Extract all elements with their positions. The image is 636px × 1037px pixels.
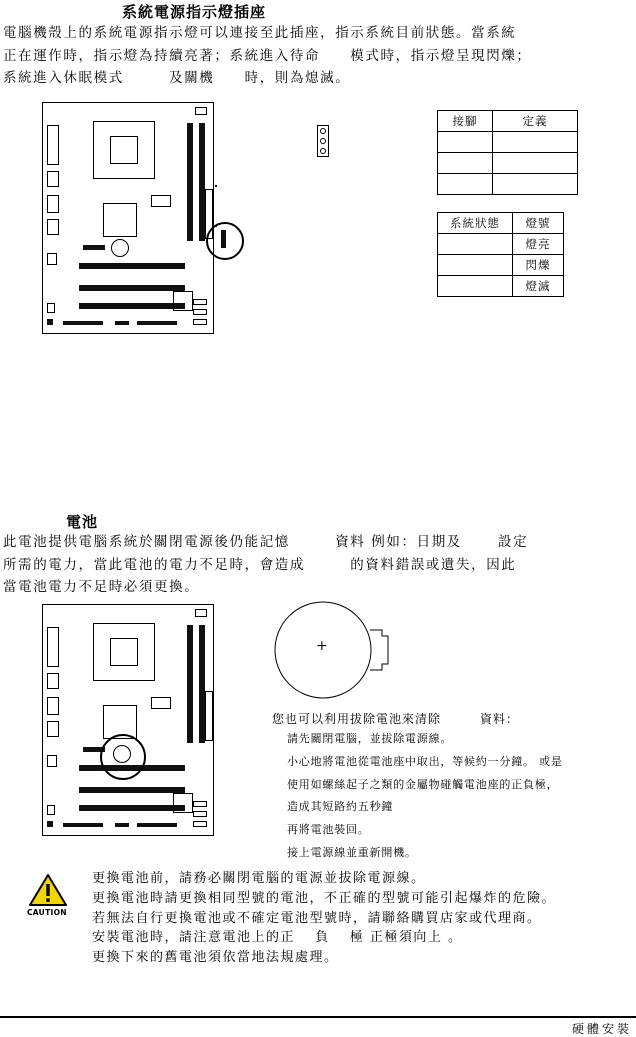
table-cell: [438, 276, 513, 297]
io-port: [47, 627, 59, 667]
pci-slot: [79, 285, 185, 291]
power-led-line-3: 系統進入休眠模式 及關機 時，則為熄滅。: [3, 70, 351, 86]
led-state-cell: 閃爍: [513, 255, 564, 276]
pin-definition-table: [437, 110, 578, 195]
clear-cmos-steps: [287, 728, 563, 865]
footer-rule: [0, 1016, 636, 1018]
battery-socket: [111, 239, 129, 257]
io-port: [47, 697, 59, 715]
battery-highlight-circle: [100, 734, 146, 780]
fan-header: [195, 609, 207, 617]
sata-connector: [193, 319, 207, 325]
sata-connector: [193, 821, 207, 827]
section-title-battery: 電池: [66, 513, 99, 531]
caution-line: 更換電池前，請務必關閉電腦的電源並拔除電源線。: [92, 871, 426, 886]
power-led-header: [221, 230, 226, 248]
pci-slot: [79, 303, 185, 309]
pci-slot: [79, 787, 185, 793]
io-port: [47, 171, 59, 187]
pin-header-cell: 接腳: [438, 111, 493, 132]
io-port: [47, 303, 55, 313]
caution-line: 更換電池時請更換相同型號的電池，不正確的型號可能引起爆炸的危險。: [92, 890, 557, 906]
clear-step: 接上電源線並重新開機。: [287, 845, 417, 859]
header: [137, 823, 177, 827]
pin-header-icon: [317, 125, 329, 157]
sata-connector: [193, 811, 207, 817]
table-cell: [493, 153, 578, 174]
chip: [173, 793, 193, 813]
motherboard-diagram-power-led: [42, 102, 214, 334]
io-port: [47, 755, 57, 767]
battery-line-2: 所需的電力，當此電池的電力不足時，會造成 的資料錯誤或遺失，因此: [3, 556, 517, 573]
cpu-socket: [93, 623, 155, 681]
header: [63, 321, 103, 325]
caution-warning-icon: [28, 873, 68, 907]
header: [137, 321, 177, 325]
chip: [151, 195, 171, 207]
pci-slot: [79, 805, 185, 811]
connector: [47, 319, 53, 325]
table-cell: [493, 132, 578, 153]
cpu-socket: [93, 121, 155, 179]
caution-line: 更換下來的舊電池須依當地法規處理。: [92, 950, 339, 966]
caution-text: [92, 869, 556, 968]
battery-line-3: 當電池電力不足時必須更換。: [3, 579, 200, 595]
io-port: [47, 253, 57, 265]
battery-positive-symbol: +: [316, 638, 328, 654]
sata-connector: [193, 309, 207, 315]
clear-step: 再將電池裝回。: [287, 823, 370, 837]
battery-icon: [270, 600, 400, 700]
clear-step: 請先關閉電腦，並拔除電源線。: [287, 732, 453, 745]
connector: [47, 821, 53, 827]
led-state-cell: 燈亮: [513, 234, 564, 255]
power-led-line-2: 正在運作時，指示燈為持續亮著；系統進入待命 模式時，指示燈呈現閃爍；: [3, 47, 532, 64]
io-port: [47, 195, 59, 213]
dimm-slot: [187, 625, 193, 743]
definition-header-cell: 定義: [493, 111, 578, 132]
dimm-slot: [187, 123, 193, 241]
table-cell: [438, 234, 513, 255]
table-cell: [493, 174, 578, 195]
clear-step: 造成其短路約五秒鐘: [287, 800, 394, 814]
clear-cmos-intro: 您也可以利用拔除電池來清除 資料：: [272, 712, 520, 726]
clear-step: 小心地將電池從電池座中取出，等候約一分鐘。 或是: [287, 754, 563, 768]
header: [115, 823, 129, 827]
chip: [173, 291, 193, 311]
status-header-cell: 系統狀態: [438, 213, 513, 234]
table-cell: [438, 255, 513, 276]
clear-step: 使用如螺絲起子之類的金屬物碰觸電池座的正負極，: [287, 777, 559, 791]
io-port: [47, 805, 55, 815]
caution-label: CAUTION: [27, 908, 67, 917]
io-port: [47, 125, 59, 165]
power-led-line-1: 電腦機殼上的系統電源指示燈可以連接至此插座，指示系統目前狀態。當系統: [3, 25, 517, 41]
motherboard-diagram-battery: [42, 604, 214, 836]
atx-power-connector: [205, 691, 213, 741]
io-port: [47, 721, 59, 737]
caution-line: 安裝電池時，請注意電池上的正 負 極 正極須向上 。: [92, 930, 463, 946]
sata-connector: [193, 299, 207, 305]
power-led-description: [3, 22, 532, 90]
led-state-cell: 燈滅: [513, 276, 564, 297]
table-cell: [438, 174, 493, 195]
led-header-cell: 燈號: [513, 213, 564, 234]
battery-description: [3, 531, 528, 599]
sata-connector: [193, 801, 207, 807]
header: [63, 823, 103, 827]
chip: [151, 697, 171, 709]
io-port: [47, 219, 59, 235]
pcie-x16-slot: [79, 263, 185, 269]
footer-section-label: 硬體安裝: [571, 1022, 632, 1036]
caution-line: 若無法自行更換電池或不確定電池型號時，請聯絡購買店家或代理商。: [92, 910, 542, 926]
header: [115, 321, 129, 325]
table-cell: [438, 132, 493, 153]
table-cell: [438, 153, 493, 174]
pcie-x1-slot: [83, 245, 105, 250]
fan-header: [195, 107, 207, 115]
io-port: [47, 673, 59, 689]
section-title-power-led: 系統電源指示燈插座: [122, 3, 267, 21]
chipset: [103, 203, 137, 237]
system-status-table: [437, 212, 564, 297]
battery-line-1: 此電池提供電腦系統於關閉電源後仍能記憶 資料 例如：日期及 設定: [3, 534, 529, 550]
